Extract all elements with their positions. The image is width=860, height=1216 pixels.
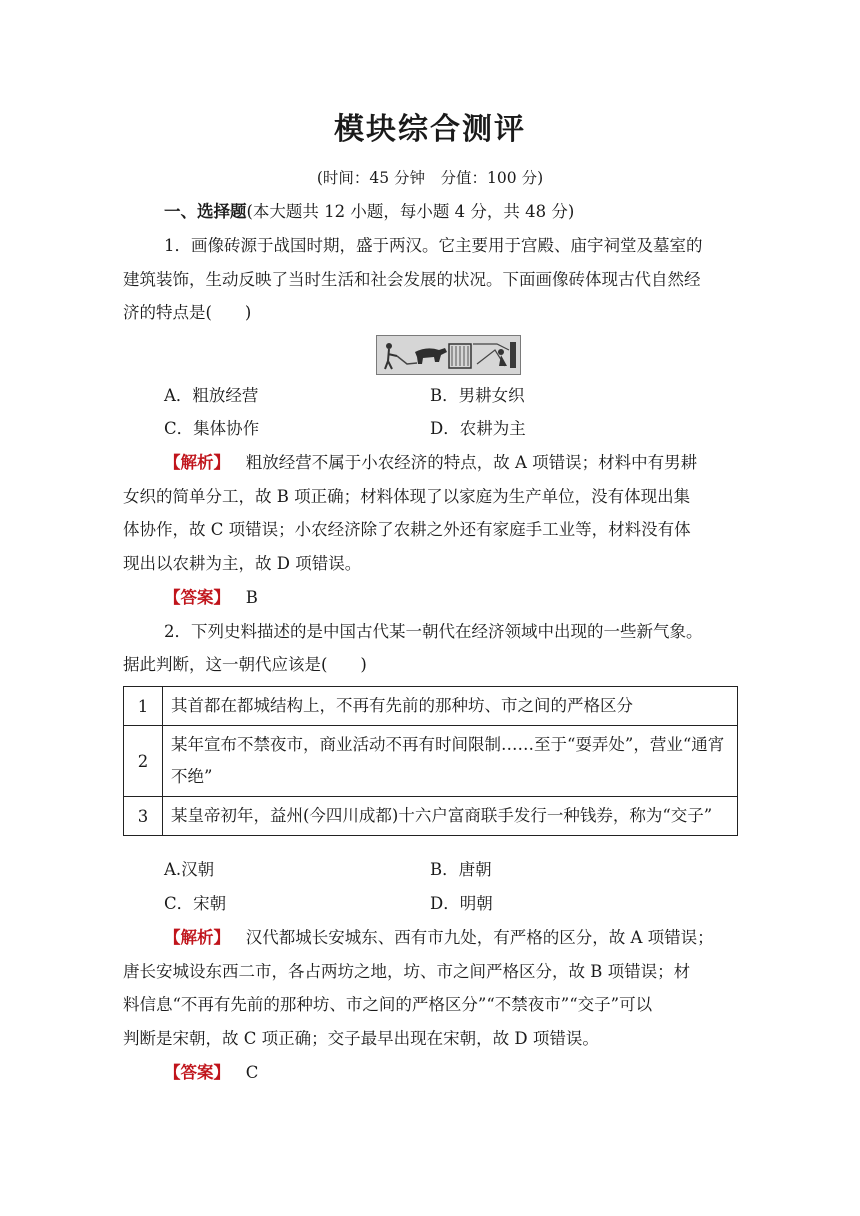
q2-answer-value: C (245, 1063, 259, 1082)
q2-option-c: C．宋朝 (164, 894, 227, 913)
q1-analysis-line-2: 女织的简单分工，故 B 项正确；材料体现了以家庭为生产单位，没有体现出集 (123, 487, 691, 506)
page-title: 模块综合测评 (334, 112, 526, 147)
analysis-tag: 【解析】 (164, 928, 230, 947)
q2-stem-line-1: 2．下列史料描述的是中国古代某一朝代在经济领域中出现的一些新气象。 (164, 622, 703, 641)
q1-analysis-line-1: 【解析】 粗放经营不属于小农经济的特点，故 A 项错误；材料中有男耕 (164, 453, 698, 472)
row-text: 某皇帝初年，益州(今四川成都)十六户富商联手发行一种钱券，称为“交子” (163, 797, 738, 836)
q1-analysis-line-3: 体协作，故 C 项错误；小农经济除了农耕之外还有家庭手工业等，材料没有体 (123, 520, 691, 539)
section-description: (本大题共 12 小题，每小题 4 分，共 48 分) (246, 202, 575, 221)
table-row (124, 797, 738, 836)
table-row (124, 726, 738, 797)
q2-option-b: B．唐朝 (430, 860, 492, 879)
table-row (124, 687, 738, 726)
q1-option-b: B．男耕女织 (430, 386, 525, 405)
q2-answer (164, 1065, 258, 1082)
q2-option-d: D．明朝 (430, 894, 493, 913)
q1-analysis-line-4: 现出以农耕为主，故 D 项错误。 (123, 554, 362, 573)
exam-info: (时间：45 分钟 分值：100 分) (316, 169, 544, 187)
q1-answer-value: B (245, 588, 258, 607)
q2-analysis-line-4: 判断是宋朝，故 C 项正确；交子最早出现在宋朝，故 D 项错误。 (123, 1029, 599, 1048)
q2-analysis-line-1: 【解析】 汉代都城长安城东、西有市九处，有严格的区分，故 A 项错误； (164, 928, 714, 947)
row-text: 其首都在都城结构上，不再有先前的那种坊、市之间的严格区分 (163, 687, 738, 726)
q2-analysis-line-3: 料信息“不再有先前的那种坊、市之间的严格区分”“不禁夜市”“交子”可以 (123, 995, 653, 1014)
section-heading: 一、选择题 (164, 202, 247, 221)
source-table (123, 686, 738, 836)
q2-stem-line-2: 据此判断，这一朝代应该是( ) (123, 655, 367, 674)
row-number: 3 (124, 797, 163, 836)
q1-option-a: A．粗放经营 (164, 386, 259, 405)
q1-stem-line-2: 建筑装饰，生动反映了当时生活和社会发展的状况。下面画像砖体现古代自然经 (123, 270, 701, 289)
q1-answer (164, 590, 258, 607)
brick-relief-image (376, 335, 521, 375)
q2-analysis-line-2: 唐长安城设东西二市，各占两坊之地，坊、市之间严格区分，故 B 项错误；材 (123, 962, 691, 981)
analysis-tag: 【解析】 (164, 453, 230, 472)
q1-option-d: D．农耕为主 (430, 419, 526, 438)
row-number: 1 (124, 687, 163, 726)
q1-stem-line-3: 济的特点是( ) (123, 303, 252, 322)
row-number: 2 (124, 726, 163, 797)
farming-relief-illustration (377, 336, 520, 374)
answer-tag: 【答案】 (164, 588, 230, 607)
answer-tag: 【答案】 (164, 1063, 230, 1082)
section-header (164, 204, 574, 221)
q1-option-c: C．集体协作 (164, 419, 260, 438)
q1-stem-line-1: 1．画像砖源于战国时期，盛于两汉。它主要用于宫殿、庙宇祠堂及墓室的 (164, 236, 703, 255)
row-text: 某年宣布不禁夜市，商业活动不再有时间限制……至于“耍弄处”，营业“通宵不绝” (163, 726, 738, 797)
q2-option-a: A.汉朝 (164, 860, 215, 879)
